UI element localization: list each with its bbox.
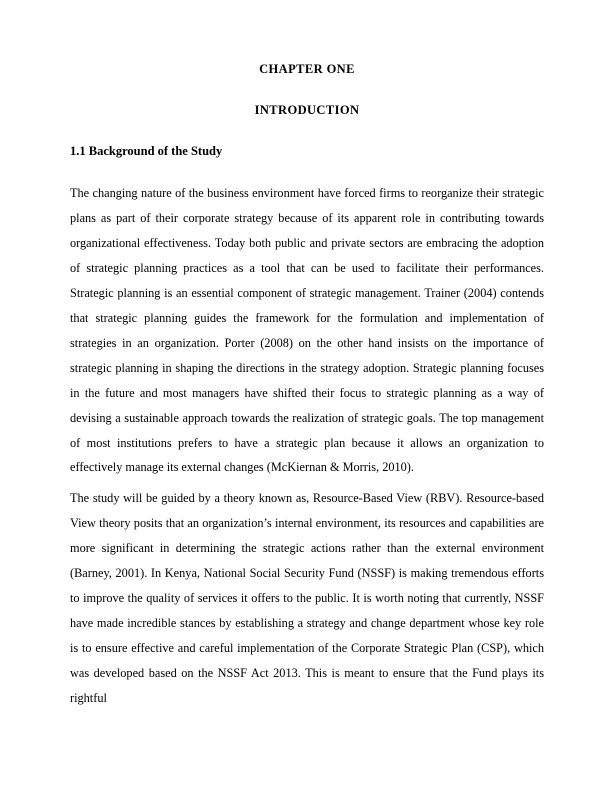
- body-paragraph: The study will be guided by a theory known as, Resource-Based View (RBV). Resource-based View theory posits that an organization’s internal environment, its resources and capabilities are more significant in determining the strategic actions rather than the external environment (Barney, 2001). In Kenya, National Social Security Fund (NSSF) is making tremendous efforts to improve the quality of services it offers to the public. It is worth noting that currently, NSSF have made incredible stances by establishing a strategy and change department whose key role is to ensure effective and careful implementation of the Corporate Strategic Plan (CSP), which was developed based on the NSSF Act 2013. This is meant to ensure that the Fund plays its rightful: [70, 491, 544, 706]
- section-heading: 1.1 Background of the Study: [70, 144, 223, 158]
- body-paragraph: The changing nature of the business environment have forced firms to reorganize their strategic plans as part of their corporate strategy because of its apparent role in contributing towards organizational effectiveness. Today both public and private sectors are embracing the adoption of strategic planning practices as a tool that can be used to facilitate their performances. Strategic planning is an essential component of strategic management. Trainer (2004) contends that strategic planning guides the framework for the formulation and implementation of strategies in an organization. Porter (2008) on the other hand insists on the importance of strategic planning in shaping the directions in the strategy adoption. Strategic planning focuses in the future and most managers have shifted their focus to strategic planning as a way of devising a sustainable approach towards the realization of strategic goals. The top management of most institutions prefers to have a strategic plan because it allows an organization to effectively manage its external changes (McKiernan & Morris, 2010).: [70, 186, 544, 475]
- chapter-subtitle: INTRODUCTION: [254, 103, 360, 117]
- chapter-title: CHAPTER ONE: [259, 62, 355, 76]
